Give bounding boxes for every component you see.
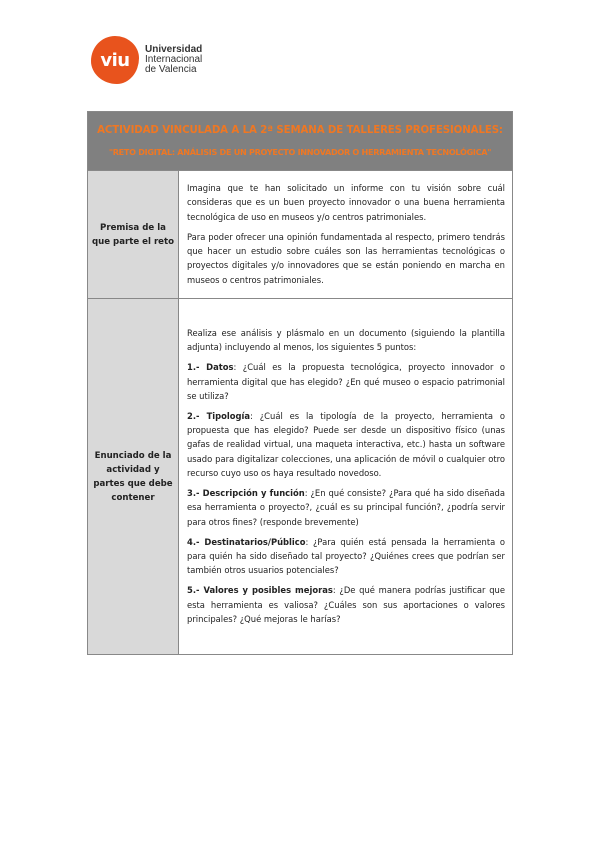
point-3-text: : ¿En qué consiste? ¿Para qué ha sido diseñada esa herramienta o proyecto?, ¿cuál es su principal función?, ¿podría servir para otros fines? (responde brevemente)	[187, 488, 505, 527]
statement-label: Enunciado de la actividad y partes que debe contener	[88, 299, 179, 655]
point-4-title: 4.- Destinatarios/Público	[187, 536, 306, 547]
point-1-title: 1.- Datos	[187, 362, 234, 373]
premise-content	[179, 171, 513, 299]
activity-table	[87, 111, 513, 655]
point-5-text: : ¿De qué manera podrías justificar que esta herramienta es valiosa? ¿Cuáles son sus aportaciones o valores principales? ¿Qué mejoras le harías?	[187, 585, 505, 624]
viu-logo-mark: viu	[91, 36, 139, 84]
point-3	[187, 486, 505, 529]
point-1	[187, 360, 505, 403]
statement-intro: Realiza ese análisis y plásmalo en un documento (siguiendo la plantilla adjunta) incluyendo al menos, los siguientes 5 puntos:	[187, 328, 505, 353]
premise-paragraph-1: Imagina que te han solicitado un informe con tu visión sobre cuál consideras que es un buen proyecto innovador o una buena herramienta tecnológica de uso en museos y/o centros patrimoniales.	[187, 183, 505, 222]
point-5-title: 5.- Valores y posibles mejoras	[187, 585, 333, 596]
point-3-title: 3.- Descripción y función	[187, 488, 305, 499]
point-2-title: 2.- Tipología	[187, 411, 251, 422]
premise-paragraph-2: Para poder ofrecer una opinión fundamentada al respecto, primero tendrás que hacer un estudio sobre cuáles son las herramientas tecnológicas o proyectos digitales y/o innovadores que se están poniendo en marcha en museos o centros patrimoniales.	[187, 231, 505, 285]
premise-label: Premisa de la que parte el reto	[88, 171, 179, 299]
point-4-text: : ¿Para quién está pensada la herramienta o para quién ha sido diseñado tal proyecto? ¿Quiénes crees que podrían ser también otros usuarios potenciales?	[187, 536, 506, 576]
logo-wordmark	[145, 45, 202, 75]
statement-row	[88, 299, 513, 655]
point-2	[187, 409, 505, 480]
premise-row	[88, 171, 513, 299]
logo-line-2: Internacional	[145, 54, 203, 65]
university-logo	[91, 35, 202, 85]
header-row	[88, 112, 513, 171]
point-2-text: : ¿Cuál es la tipología de la proyecto, herramienta o propuesta que has elegido? Puede ser desde un dispositivo físico (unas gafas de realidad virtual, una maqueta interactiva, etc.) hasta un software usado para digitalizar colecciones, una aplicación de móvil o cualquier otro recurso cuyo uso os haya resultado novedoso.	[187, 411, 505, 478]
logo-line-1: Universidad	[145, 44, 203, 55]
point-5	[187, 583, 505, 626]
point-1-text: : ¿Cuál es la propuesta tecnológica, proyecto innovador o herramienta digital que has elegido? ¿En qué museo o espacio patrimonial se utiliza?	[187, 362, 505, 401]
point-4	[187, 535, 505, 578]
statement-content	[179, 299, 513, 655]
header-title: ACTIVIDAD VINCULADA A LA 2ª SEMANA DE TALLERES PROFESIONALES:	[97, 125, 503, 136]
header-cell	[88, 112, 513, 171]
header-subtitle: "RETO DIGITAL: ANÁLISIS DE UN PROYECTO INNOVADOR O HERRAMIENTA TECNOLÓGICA"	[108, 147, 492, 157]
logo-line-3: de Valencia	[145, 64, 197, 75]
